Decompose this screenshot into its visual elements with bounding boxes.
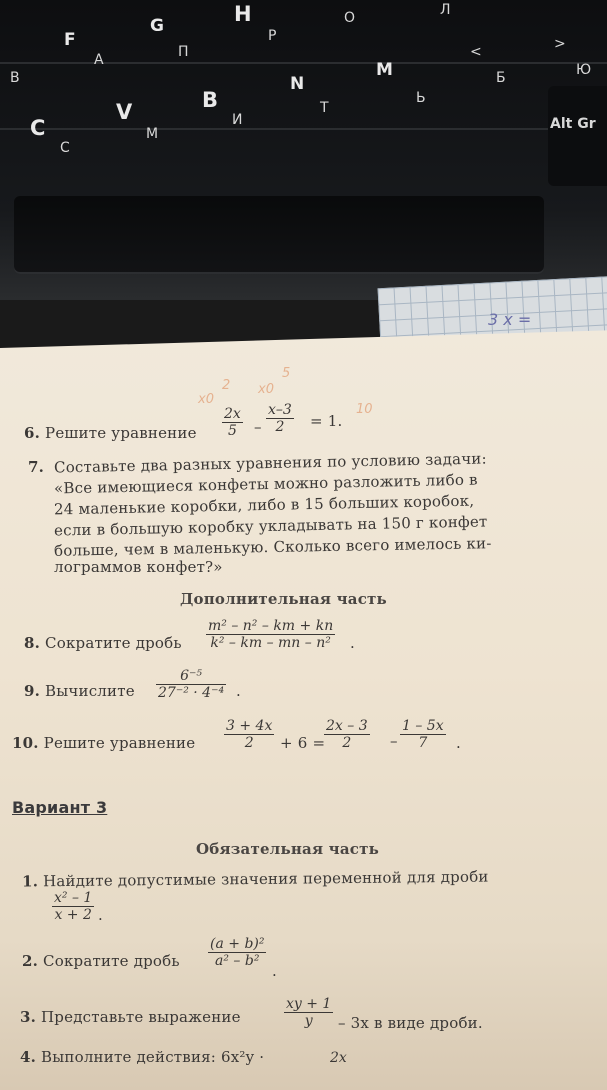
key-label: P bbox=[268, 28, 277, 44]
problem-number: 10. bbox=[12, 734, 39, 752]
problem-number: 7. bbox=[28, 458, 45, 476]
problem-7-line: больше, чем в маленькую. Сколько всего имелось ки- bbox=[53, 534, 492, 560]
numerator: 2x bbox=[330, 1050, 347, 1066]
problem-text: Найдите допустимые значения переменной для дроби bbox=[42, 867, 489, 891]
problem-text: Вычислите bbox=[45, 682, 135, 700]
fraction bbox=[224, 718, 274, 751]
problem-10-text bbox=[12, 734, 195, 752]
pencil-mark: x0 bbox=[198, 392, 214, 407]
problem-number: 9. bbox=[24, 682, 41, 700]
problem-6-text bbox=[24, 424, 197, 442]
textbook-page bbox=[0, 330, 607, 1090]
numerator: 1 – 5x bbox=[402, 718, 444, 734]
denominator: 5 bbox=[222, 422, 243, 439]
fraction bbox=[52, 890, 94, 923]
problem-number: 3. bbox=[20, 1008, 37, 1026]
key-label: B bbox=[202, 88, 219, 112]
denominator: 2 bbox=[266, 418, 294, 435]
period: . bbox=[272, 962, 277, 980]
problem-9-text bbox=[24, 682, 135, 700]
problem-text: Сократите дробь bbox=[45, 634, 182, 652]
key-label: П bbox=[178, 44, 189, 60]
key-label: Ю bbox=[576, 62, 592, 78]
problem-7-line: лограммов конфет?» bbox=[54, 558, 223, 576]
key-label: Alt Gr bbox=[550, 116, 596, 132]
problem-text: Сократите дробь bbox=[43, 952, 180, 970]
key-label: M bbox=[376, 60, 393, 80]
fraction bbox=[324, 718, 370, 751]
problem-number: 6. bbox=[24, 424, 41, 442]
key-label: C bbox=[30, 116, 46, 140]
problem-text: Представьте выражение bbox=[41, 1008, 241, 1026]
key-label: G bbox=[150, 16, 164, 36]
key-label: F bbox=[64, 30, 76, 50]
key-label: И bbox=[232, 112, 243, 128]
fraction bbox=[222, 406, 243, 439]
minus-sign: – bbox=[254, 418, 262, 436]
pencil-mark: 10 bbox=[356, 402, 373, 417]
problem-7-line: 24 маленькие коробки, либо в 15 больших коробок, bbox=[53, 491, 475, 519]
key-label: Б bbox=[496, 70, 506, 86]
section-heading: Дополнительная часть bbox=[180, 590, 387, 608]
problem-number: 8. bbox=[24, 634, 41, 652]
spacebar bbox=[14, 196, 544, 274]
alt-gr-key bbox=[548, 86, 607, 186]
keyboard bbox=[0, 0, 607, 300]
fraction bbox=[206, 618, 335, 651]
fraction bbox=[328, 1050, 349, 1066]
key-label: V bbox=[116, 100, 133, 124]
numerator: x² – 1 bbox=[54, 890, 93, 906]
denominator: k² – km – mn – n² bbox=[206, 634, 335, 651]
fraction bbox=[156, 668, 226, 701]
numerator: 3 + 4x bbox=[226, 718, 273, 734]
problem-number: 4. bbox=[20, 1048, 37, 1066]
problem-text: Выполните действия: 6x²y · bbox=[41, 1048, 265, 1066]
fraction bbox=[266, 402, 294, 435]
numerator: 6⁻⁵ bbox=[180, 668, 202, 684]
fraction bbox=[400, 718, 446, 751]
variant-title: Вариант 3 bbox=[12, 798, 108, 817]
denominator: x + 2 bbox=[52, 906, 94, 923]
problem-number: 2. bbox=[22, 952, 39, 970]
key-label: A bbox=[94, 52, 104, 68]
key-row-edge bbox=[0, 128, 607, 130]
numerator: (a + b)² bbox=[210, 936, 265, 952]
pencil-mark: 2 bbox=[222, 378, 231, 393]
denominator: y bbox=[284, 1012, 333, 1029]
key-label: T bbox=[320, 100, 329, 116]
key-label: B bbox=[10, 70, 20, 86]
numerator: xy + 1 bbox=[286, 996, 332, 1012]
problem-8-text bbox=[24, 634, 182, 652]
key-row-edge bbox=[0, 62, 607, 64]
period: . bbox=[98, 906, 103, 924]
problem-7-line: «Все имеющиеся конфеты можно разложить либо в bbox=[53, 470, 478, 498]
denominator: 2 bbox=[324, 734, 370, 751]
key-label: N bbox=[290, 74, 305, 94]
pencil-mark: x0 bbox=[258, 382, 274, 397]
key-label: > bbox=[554, 36, 566, 52]
variant-problem-4-text bbox=[20, 1048, 264, 1066]
problem-tail: – 3x в виде дроби. bbox=[338, 1014, 483, 1032]
key-label: C bbox=[60, 140, 70, 156]
numerator: m² – n² – km + kn bbox=[208, 618, 334, 634]
problem-7-line: если в большую коробку укладывать на 150 г конфет bbox=[53, 512, 488, 540]
denominator: 2 bbox=[224, 734, 274, 751]
fraction bbox=[208, 936, 266, 969]
variant-problem-2-text bbox=[22, 952, 180, 970]
key-label: M bbox=[146, 126, 159, 142]
numerator: 2x bbox=[224, 406, 241, 422]
problem-7-line: Составьте два разных уравнения по условию задачи: bbox=[53, 449, 487, 477]
pencil-mark: 5 bbox=[282, 366, 291, 381]
period: . bbox=[236, 682, 241, 700]
key-label: O bbox=[344, 10, 356, 26]
section-heading: Обязательная часть bbox=[196, 840, 379, 858]
period: . bbox=[456, 734, 461, 752]
handwritten-note: 3 x = bbox=[488, 310, 532, 329]
key-label: < bbox=[470, 44, 482, 60]
problem-number: 1. bbox=[21, 872, 39, 891]
variant-problem-3-text bbox=[20, 1008, 241, 1026]
denominator: 27⁻² · 4⁻⁴ bbox=[158, 685, 225, 701]
numerator: x–3 bbox=[268, 402, 292, 418]
key-label: Ь bbox=[416, 90, 426, 106]
equation-rhs: = 1. bbox=[310, 412, 343, 430]
problem-text: Решите уравнение bbox=[43, 734, 196, 752]
denominator: 7 bbox=[400, 734, 446, 751]
denominator: a² – b² bbox=[208, 952, 266, 969]
equation-middle: + 6 = bbox=[280, 734, 326, 752]
fraction bbox=[284, 996, 333, 1029]
minus-sign: – bbox=[390, 732, 398, 750]
key-label: H bbox=[234, 2, 252, 26]
problem-text: Решите уравнение bbox=[45, 424, 197, 442]
period: . bbox=[350, 634, 355, 652]
numerator: 2x – 3 bbox=[326, 718, 368, 734]
key-label: Л bbox=[440, 2, 451, 18]
